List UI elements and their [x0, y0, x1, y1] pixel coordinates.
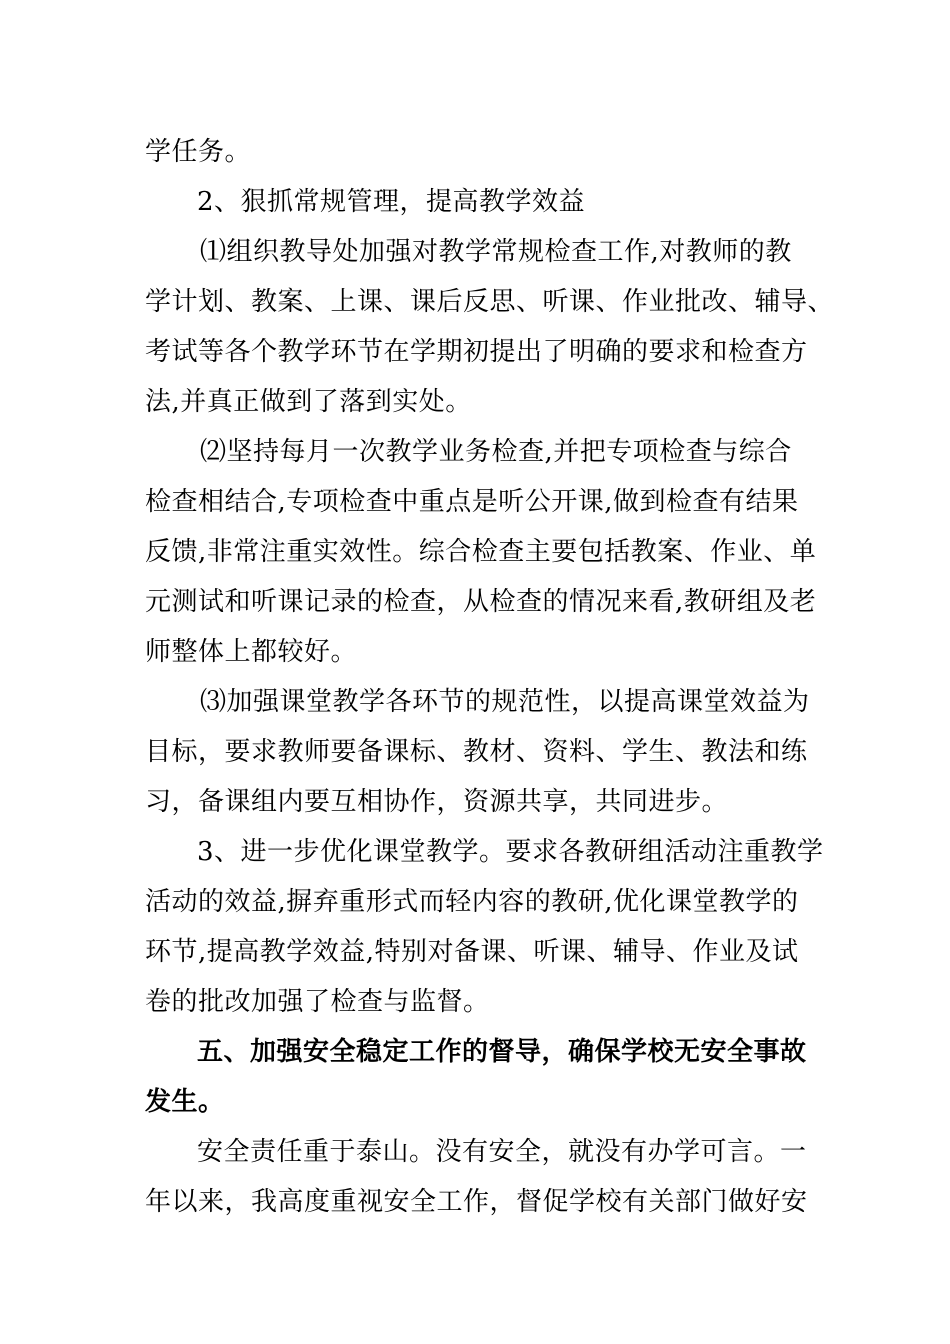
paragraph-line: 环节,提高教学效益,特别对备课、听课、辅导、作业及试 — [145, 937, 799, 967]
paragraph-line: ⑶加强课堂教学各环节的规范性，以提高课堂效益为 — [200, 687, 810, 717]
paragraph-line: 卷的批改加强了检查与监督。 — [145, 987, 490, 1017]
paragraph-line: 3、进一步优化课堂教学。要求各教研组活动注重教学 — [197, 837, 824, 867]
paragraph-line: 习，备课组内要互相协作，资源共享，共同进步。 — [145, 787, 729, 817]
paragraph-line: 师整体上都较好。 — [145, 637, 358, 667]
paragraph-line: 年以来，我高度重视安全工作，督促学校有关部门做好安 — [145, 1187, 808, 1217]
paragraph-line: 法,并真正做到了落到实处。 — [145, 387, 472, 417]
section-heading: 2、狠抓常规管理，提高教学效益 — [197, 187, 586, 217]
paragraph-line: 反馈,非常注重实效性。综合检查主要包括教案、作业、单 — [145, 537, 817, 567]
paragraph-line: ⑴组织教导处加强对教学常规检查工作,对教师的教 — [200, 237, 792, 267]
paragraph-line: 学计划、教案、上课、课后反思、听课、作业批改、辅导、 — [145, 287, 835, 317]
chapter-heading: 五、加强安全稳定工作的督导，确保学校无安全事故 — [197, 1037, 807, 1067]
text-line: 学任务。 — [145, 137, 252, 167]
chapter-heading: 发生。 — [145, 1087, 225, 1117]
paragraph-line: ⑵坚持每月一次教学业务检查,并把专项检查与综合 — [200, 437, 792, 467]
paragraph-line: 安全责任重于泰山。没有安全，就没有办学可言。一 — [197, 1137, 807, 1167]
paragraph-line: 活动的效益,摒弃重形式而轻内容的教研,优化课堂教学的 — [145, 887, 799, 917]
paragraph-line: 元测试和听课记录的检查，从检查的情况来看,教研组及老 — [145, 587, 817, 617]
paragraph-line: 检查相结合,专项检查中重点是听公开课,做到检查有结果 — [145, 487, 799, 517]
paragraph-line: 目标，要求教师要备课标、教材、资料、学生、教法和练 — [145, 737, 808, 767]
paragraph-line: 考试等各个教学环节在学期初提出了明确的要求和检查方 — [145, 337, 808, 367]
